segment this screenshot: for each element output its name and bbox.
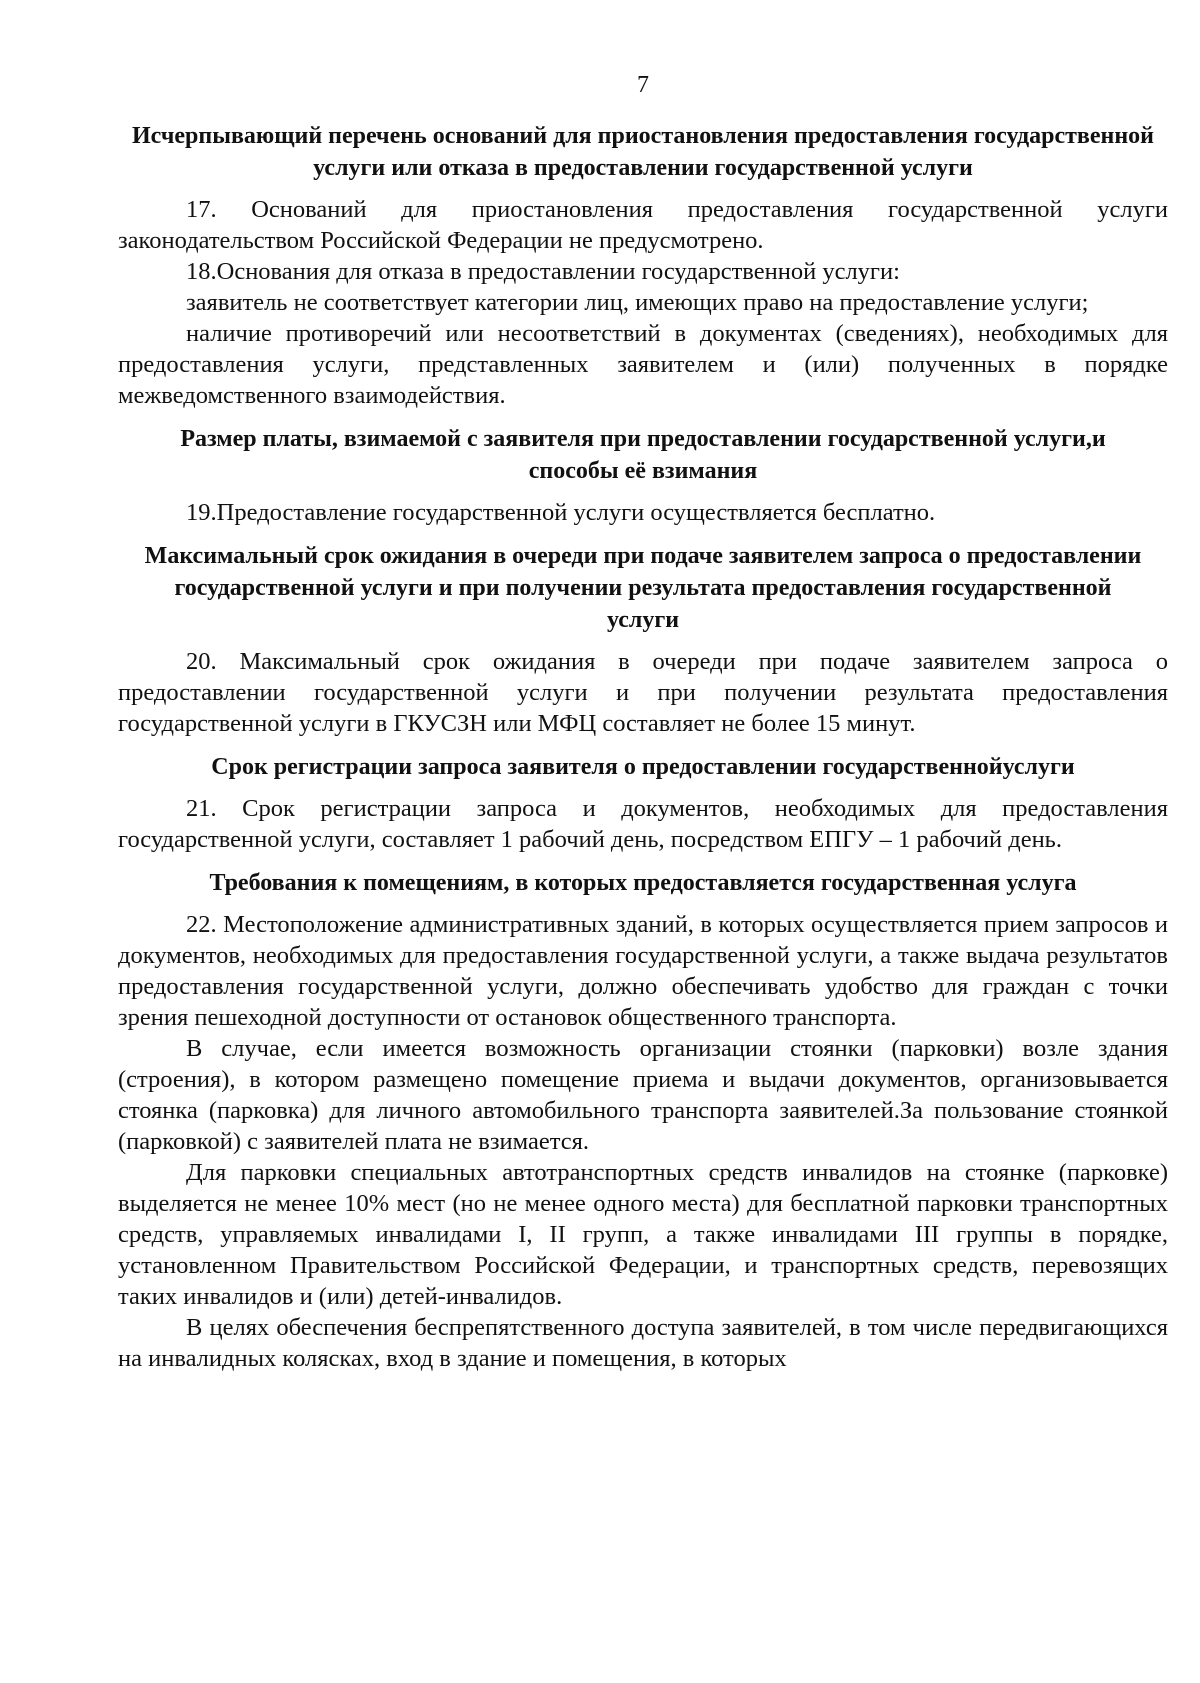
section-grounds-refusal xyxy=(118,120,1168,411)
paragraph-18: 18.Основания для отказа в предоставлении государственной услуги: xyxy=(186,258,900,285)
paragraph-18-item-1: заявитель не соответствует категории лиц, имеющих право на предоставление услуги; xyxy=(186,289,1089,316)
section-heading: Исчерпывающий перечень оснований для приостановления предоставления государственной услуги или отказа в предоставлении государственной услуги xyxy=(132,123,1154,181)
page-number: 7 xyxy=(637,72,649,98)
paragraph-22: 22. Местоположение административных зданий, в которых осуществляется прием запросов и документов, необходимых для предоставления государственной услуги, а также выдача результатов предоставления государственной услуги, должно обеспечивать удобство для граждан с точки зрения пешеходной доступности от остановок общественного транспорта. xyxy=(118,911,1168,1031)
paragraph-19: 19.Предоставление государственной услуги осуществляется бесплатно. xyxy=(186,499,936,526)
section-registration-time xyxy=(118,751,1168,855)
paragraph-parking: В случае, если имеется возможность организации стоянки (парковки) возле здания (строения), в котором размещено помещение приема и выдачи документов, организовывается стоянка (парковка) для личного автомобильного транспорта заявителей.За пользование стоянкой (парковкой) с заявителей плата не взимается. xyxy=(118,1035,1168,1155)
paragraph-21: 21. Срок регистрации запроса и документов, необходимых для предоставления государственной услуги, составляет 1 рабочий день, посредством ЕПГУ – 1 рабочий день. xyxy=(118,795,1168,853)
section-waiting-time xyxy=(118,540,1168,739)
section-premises-requirements xyxy=(118,867,1168,1374)
paragraph-17: 17. Оснований для приостановления предоставления государственной услуги законодательством Российской Федерации не предусмотрено. xyxy=(118,196,1168,254)
section-heading: Срок регистрации запроса заявителя о предоставлении государственнойуслуги xyxy=(211,754,1075,780)
paragraph-disabled-parking: Для парковки специальных автотранспортных средств инвалидов на стоянке (парковке) выделяется не менее 10% мест (но не менее одного места) для бесплатной парковки транспортных средств, управляемых инвалидами I, II групп, а также инвалидами III группы в порядке, установленном Правительством Российской Федерации, и транспортных средств, перевозящих таких инвалидов и (или) детей-инвалидов. xyxy=(118,1159,1168,1310)
paragraph-18-item-2: наличие противоречий или несоответствий в документах (сведениях), необходимых для предоставления услуги, представленных заявителем и (или) полученных в порядке межведомственного взаимодействия. xyxy=(118,320,1168,409)
section-fee xyxy=(118,423,1168,528)
section-heading: Размер платы, взимаемой с заявителя при предоставлении государственной услуги,и способы её взимания xyxy=(180,426,1106,484)
section-heading: Требования к помещениям, в которых предоставляется государственная услуга xyxy=(209,870,1077,896)
paragraph-20: 20. Максимальный срок ожидания в очереди при подаче заявителем запроса о предоставлении государственной услуги и при получении результата предоставления государственной услуги в ГКУСЗН или МФЦ составляет не более 15 минут. xyxy=(118,648,1168,737)
section-heading: Максимальный срок ожидания в очереди при подаче заявителем запроса о предоставлении государственной услуги и при получении результата предоставления государственной услуги xyxy=(144,543,1142,633)
paragraph-accessibility: В целях обеспечения беспрепятственного доступа заявителей, в том числе передвигающихся на инвалидных колясках, вход в здание и помещения, в которых xyxy=(118,1314,1168,1372)
document-body xyxy=(118,120,1168,1374)
